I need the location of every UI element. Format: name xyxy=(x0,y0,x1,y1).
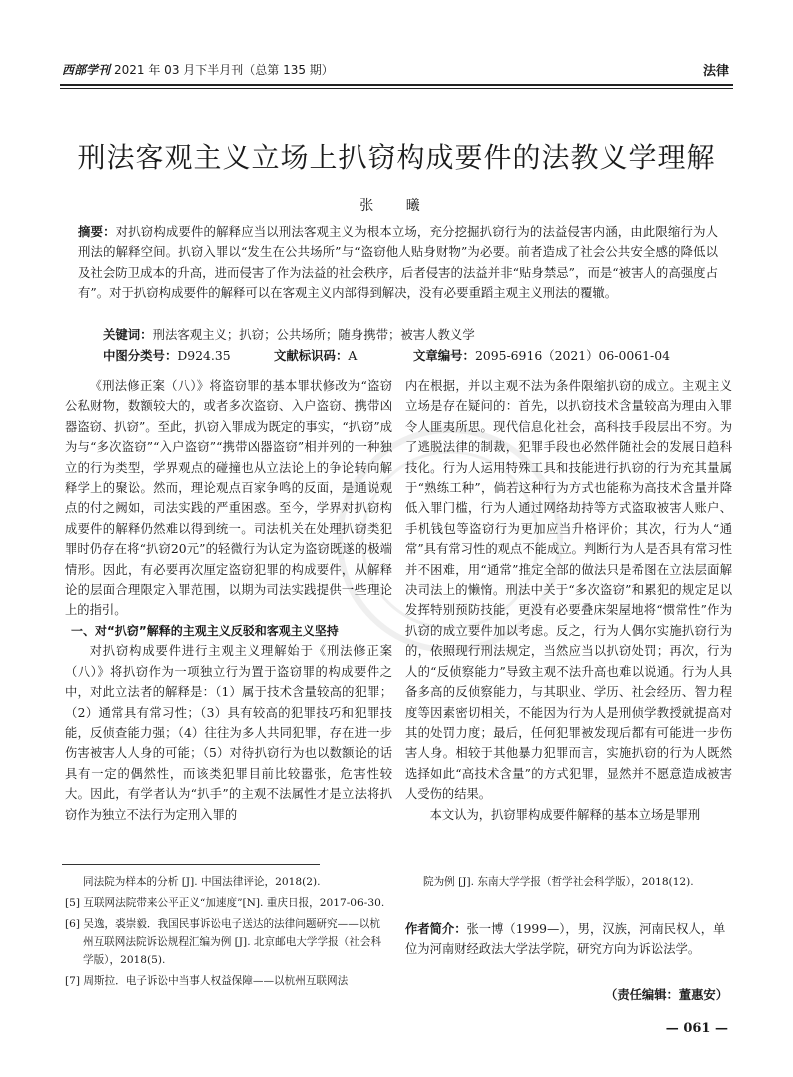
issue-info: 2021 年 03 月下半月刊（总第 135 期） xyxy=(114,63,334,77)
clc-value: D924.35 xyxy=(177,348,231,363)
references-right xyxy=(405,873,725,894)
body-paragraph: 对扒窃构成要件进行主观主义理解始于《刑法修正案（八）》将扒窃作为一项独立行为置于盗窃罪的构成要件之中，对此立法者的解释是：（1）属于技术含量较高的犯罪；（2）通常具有常习性；（3）具有较高的犯罪技巧和犯罪技能，反侦查能力强；（4）往往为多人共同犯罪，存在进一步伤害被害人人身的可能；（5）对待扒窃行为也以数额论的话具有一定的偶然性，而该类犯罪目前比较嚣张，危害性较大。因此，有学者认为“扒手”的主观不法属性才是立法将扒窃作为独立不法行为定刑入罪的 xyxy=(65,644,392,822)
keywords-text: 刑法客观主义；扒窃；公共场所；随身携带；被害人教义学 xyxy=(152,327,475,342)
page-number: — 061 — xyxy=(665,1021,728,1036)
footnote-divider xyxy=(62,864,320,865)
document-code xyxy=(274,346,357,364)
keywords-label: 关键词： xyxy=(103,327,153,342)
body-paragraph: 本文认为，扒窃罪构成要件解释的基本立场是罪刑 xyxy=(429,807,701,822)
doc-code-value: A xyxy=(348,348,358,363)
article-number xyxy=(413,346,670,364)
journal-name: 西部学刊 xyxy=(62,63,111,77)
responsible-editor: （责任编辑：董惠安） xyxy=(605,988,728,1002)
clc-number xyxy=(103,346,231,364)
keywords xyxy=(103,325,475,343)
author-info-label: 作者简介： xyxy=(405,922,467,936)
header-rule-thin xyxy=(60,88,733,89)
body-right-column xyxy=(405,376,732,825)
section-heading: 一、对“扒窃”解释的主观主义反驳和客观主义坚持 xyxy=(71,623,339,638)
doc-code-label: 文献标识码： xyxy=(274,348,349,363)
header-rule xyxy=(60,84,733,86)
article-number-label: 文章编号： xyxy=(413,348,475,363)
references-left xyxy=(65,873,387,993)
reference-item: 同法院为样本的分析 [J]. 中国法律评论，2018(2). xyxy=(83,876,321,888)
abstract-label: 摘要： xyxy=(78,224,116,239)
author-info-text: 张一博（1999—），男，汉族，河南民权人，单位为河南财经政法大学法学院，研究方向为诉讼法学。 xyxy=(405,922,726,956)
body-left-column xyxy=(65,376,392,825)
reference-item: [5] 互联网法院带来公平正义“加速度”[N]. 重庆日报，2017-06-30. xyxy=(65,897,385,909)
running-header xyxy=(62,61,334,78)
article-title: 刑法客观主义立场上扒窃构成要件的法教义学理解 xyxy=(77,141,716,174)
section-label: 法律 xyxy=(702,64,729,79)
article-author: 张 曦 xyxy=(359,198,434,214)
reference-item: [6] 吴逸，裘崇毅．我国民事诉讼电子送达的法律问题研究——以杭州互联网法院诉讼规程汇编为例 [J]. 北京邮电大学学报（社会科学版），2018(5). xyxy=(65,918,382,966)
body-paragraph: 内在根据，并以主观不法为条件限缩扒窃的成立。主观主义立场是存在疑问的：首先，以扒窃技术含量较高为理由入罪令人匪夷所思。现代信息化社会，高科技手段层出不穷。为了逃脱法律的制裁，犯罪手段也必然伴随社会的发展日趋科技化。行为人运用特殊工具和技能进行扒窃的行为充其量属于“熟练工种”，倘若这种行为方式也能称为高技术含量并降低入罪门槛，行为人通过网络劫持等方式盗取被害人账户、手机钱包等盗窃行为更加应当升格评价；其次，行为人“通常”具有常习性的观点不能成立。判断行为人是否具有常习性并不困难，用“通常”推定全部的做法只是希图在立法层面解决司法上的懒惰。刑法中关于“多次盗窃”和累犯的规定足以发挥特别预防技能，更没有必要叠床架屋地将“惯常性”作为扒窃的成立要件加以考虑。反之，行为人偶尔实施扒窃行为的，依照现行刑法规定，当然应当以扒窃处罚；再次，行为人的“反侦察能力”导致主观不法升高也难以说通。行为人具备多高的反侦察能力，与其职业、学历、社会经历、智力程度等因素密切相关，不能因为行为人是刑侦学教授就提高对其的处罚力度；最后，任何犯罪被发现后都有可能进一步伤害人身。相较于其他暴力犯罪而言，实施扒窃的行为人既然选择如此“高技术含量”的方式犯罪，显然并不愿意造成被害人受伤的结果。 xyxy=(405,379,732,802)
reference-item: [7] 周斯拉．电子诉讼中当事人权益保障——以杭州互联网法 xyxy=(65,975,349,987)
abstract xyxy=(78,222,718,304)
author-info xyxy=(405,919,730,959)
reference-item: 院为例 [J]. 东南大学学报（哲学社会科学版），2018(12). xyxy=(423,876,694,888)
article-number-value: 2095-6916（2021）06-0061-04 xyxy=(474,348,670,363)
body-paragraph: 《刑法修正案（八）》将盗窃罪的基本罪状修改为“盗窃公私财物，数额较大的，或者多次盗窃、入户盗窃、携带凶器盗窃、扒窃”。至此，扒窃入罪成为既定的事实，“扒窃”成为与“多次盗窃”“入户盗窃”“携带凶器盗窃”相并列的一种独立的行为类型，学界观点的碰撞也从立法论上的争论转向解释学上的聚讼。然而，理论观点百家争鸣的反面，是通说观点的付之阙如，司法实践的严重困惑。至今，学界对扒窃构成要件的解释仍然难以得到统一。司法机关在处理扒窃类犯罪时仍存在将“扒窃20元”的轻微行为认定为盗窃既遂的极端情形。因此，有必要再次厘定盗窃犯罪的构成要件，从解释论的层面合理限定入罪范围，以期为司法实践提供一些理论上的指引。 xyxy=(65,379,392,618)
clc-label: 中图分类号： xyxy=(103,348,178,363)
abstract-text: 对扒窃构成要件的解释应当以刑法客观主义为根本立场，充分挖掘扒窃行为的法益侵害内涵，由此限缩行为人刑法的解释空间。扒窃入罪以“发生在公共场所”与“盗窃他人贴身财物”为必要。前者造成了社会公共安全感的降低以及社会防卫成本的升高，进而侵害了作为法益的社会秩序，后者侵害的法益并非“贴身禁忌”，而是“被害人的高强度占有”。对于扒窃构成要件的解释可以在客观主义内部得到解决，没有必要重蹈主观主义刑法的覆辙。 xyxy=(78,224,719,301)
